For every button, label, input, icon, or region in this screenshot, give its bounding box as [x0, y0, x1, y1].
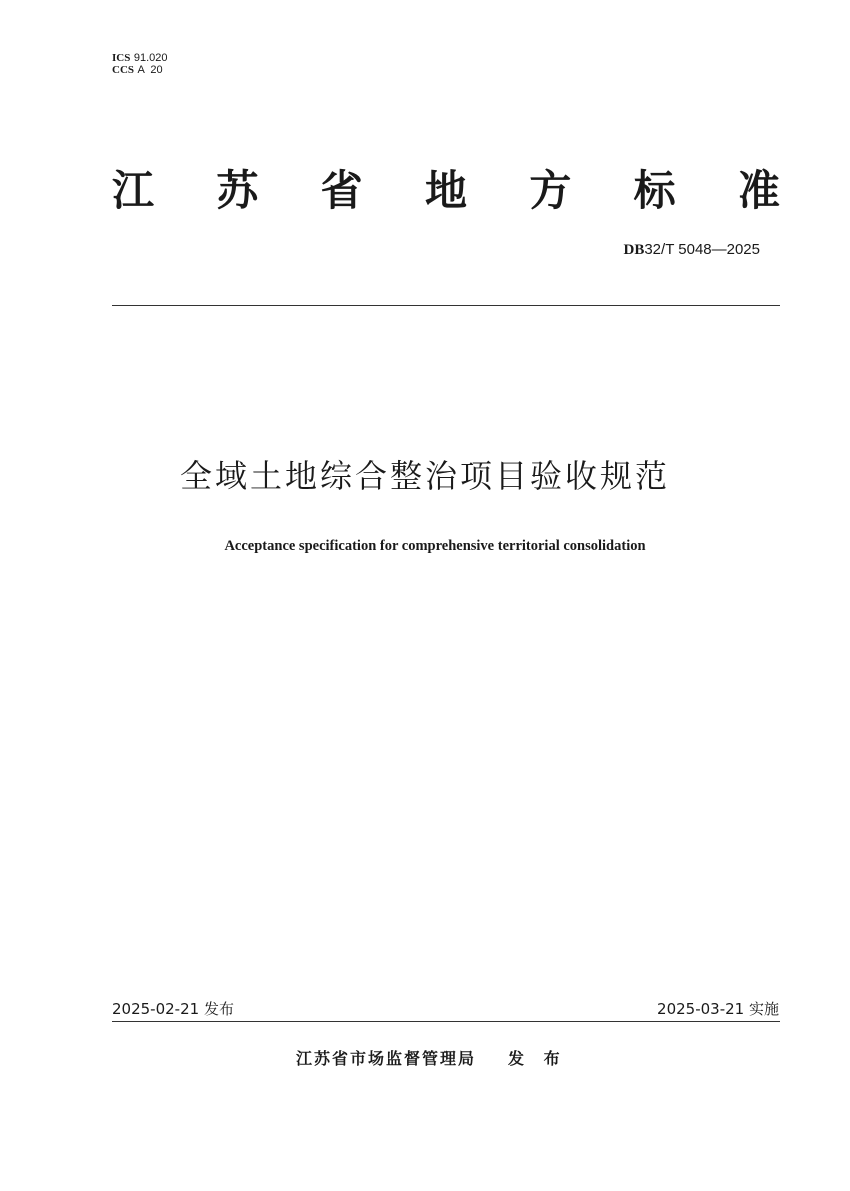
title-char: 地	[424, 166, 467, 215]
ics-code	[112, 52, 168, 64]
issue-date: 2025-02-21 发布	[112, 1000, 234, 1018]
title-char: 准	[737, 166, 780, 215]
title-char: 省	[320, 166, 363, 215]
header-divider	[112, 305, 780, 306]
title-char: 江	[112, 166, 155, 215]
ccs-code	[112, 64, 168, 76]
document-title-en: Acceptance specification for comprehensive territorial consolidation	[224, 538, 646, 554]
implementation-date: 2025-03-21 实施	[657, 1000, 779, 1018]
ics-value: 91.020	[133, 52, 168, 64]
ccs-value: A 20	[137, 64, 163, 76]
standard-number-prefix: DB	[623, 242, 645, 258]
publisher-name: 江苏省市场监督管理局	[296, 1049, 477, 1068]
classification-codes	[112, 52, 168, 76]
standard-type-title	[112, 166, 780, 216]
ics-label: ICS	[112, 52, 131, 64]
document-title-cn: 全域土地综合整治项目验收规范	[179, 457, 670, 495]
standard-number-body: 32/T 5048—2025	[644, 241, 760, 258]
footer-divider	[112, 1021, 780, 1022]
title-char: 苏	[216, 166, 259, 215]
ccs-label: CCS	[112, 64, 135, 76]
publish-action: 发 布	[508, 1049, 560, 1068]
standard-number	[624, 240, 761, 259]
publisher-line	[296, 1046, 560, 1069]
title-char: 标	[633, 166, 676, 215]
title-char: 方	[529, 166, 572, 215]
